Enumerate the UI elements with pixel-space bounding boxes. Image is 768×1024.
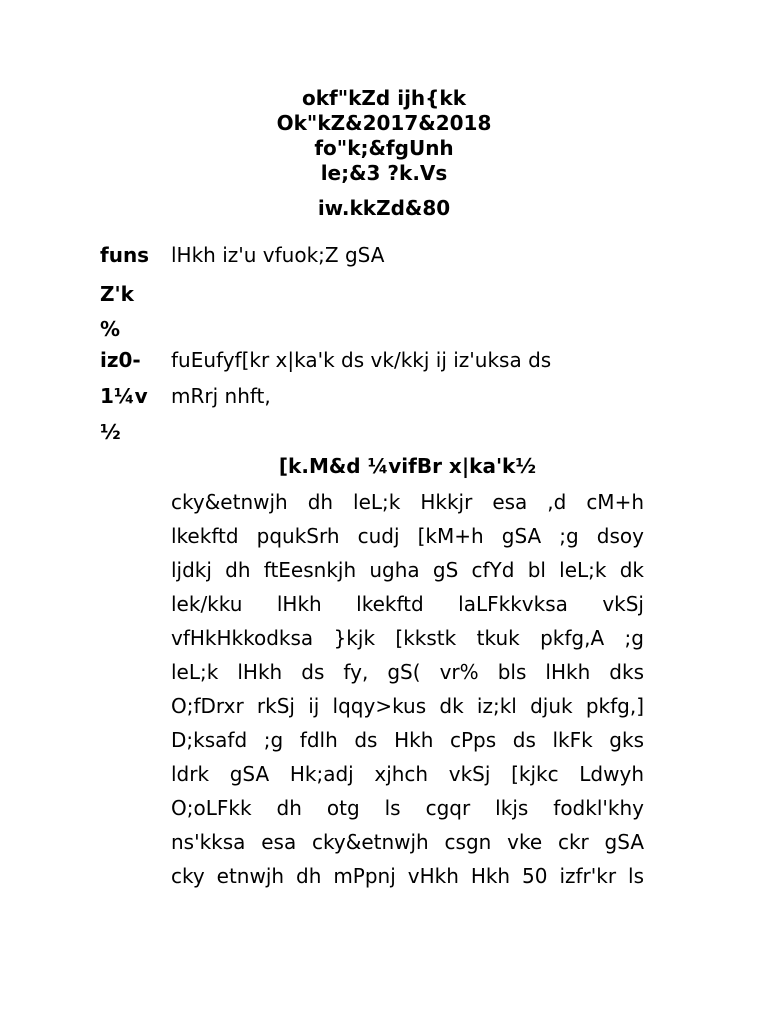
exam-duration: le;&3 ?k.Vs	[320, 161, 448, 185]
passage-line: ljdkj dh ftEesnkjh ugha gS cfYd bl leL;k dk	[171, 558, 644, 582]
passage-line: leL;k lHkh ds fy, gS( vr% bls lHkh dks	[171, 660, 644, 684]
exam-title: okf"kZd ijh{kk	[301, 86, 467, 110]
passage-line: ns'kksa esa cky&etnwjh csgn vke ckr gSA	[171, 830, 644, 854]
passage-line: cky etnwjh dh mPpnj vHkh Hkh 50 izfr'kr ls	[171, 864, 644, 888]
passage-line: O;fDrxr rkSj ij lqqy>kus dk iz;kl djuk pkfg,]	[171, 694, 644, 718]
passage-line: ldrk gSA Hk;adj xjhch vkSj [kjkc Ldwyh	[171, 762, 644, 786]
passage-line: vfHkHkkodksa }kjk [kkstk tkuk pkfg,A ;g	[171, 626, 644, 650]
instructions-text: lHkh iz'u vfuok;Z gSA	[171, 243, 385, 267]
exam-year: Ok"kZ&2017&2018	[276, 111, 492, 135]
question-part-close: ½	[100, 420, 121, 444]
question-part-label: 1¼v	[100, 384, 148, 408]
exam-header	[0, 86, 768, 186]
question-number: iz0-	[100, 348, 141, 372]
exam-subject: fo"k;&fgUnh	[314, 136, 454, 160]
question-text-line2: mRrj nhft,	[171, 384, 271, 408]
instructions-label-colon: %	[100, 317, 121, 341]
instructions-label: funs	[100, 243, 150, 267]
total-marks: iw.kkZd&80	[317, 196, 451, 220]
passage-line: O;oLFkk dh otg ls cgqr lkjs fodkl'khy	[171, 796, 644, 820]
instructions-label-cont: Z'k	[100, 282, 134, 306]
passage-line: D;ksafd ;g fdlh ds Hkh cPps ds lkFk gks	[171, 728, 644, 752]
section-title: [k.M&d ¼vifBr x|ka'k½	[278, 454, 537, 478]
passage	[171, 485, 644, 893]
question-text-line1: fuEufyf[kr x|ka'k ds vk/kkj ij iz'uksa ds	[171, 348, 552, 372]
passage-line: lek/kku lHkh lkekftd laLFkkvksa vkSj	[171, 592, 644, 616]
passage-line: cky&etnwjh dh leL;k Hkkjr esa ,d cM+h	[171, 490, 644, 514]
passage-line: lkekftd pqukSrh cudj [kM+h gSA ;g dsoy	[171, 524, 644, 548]
